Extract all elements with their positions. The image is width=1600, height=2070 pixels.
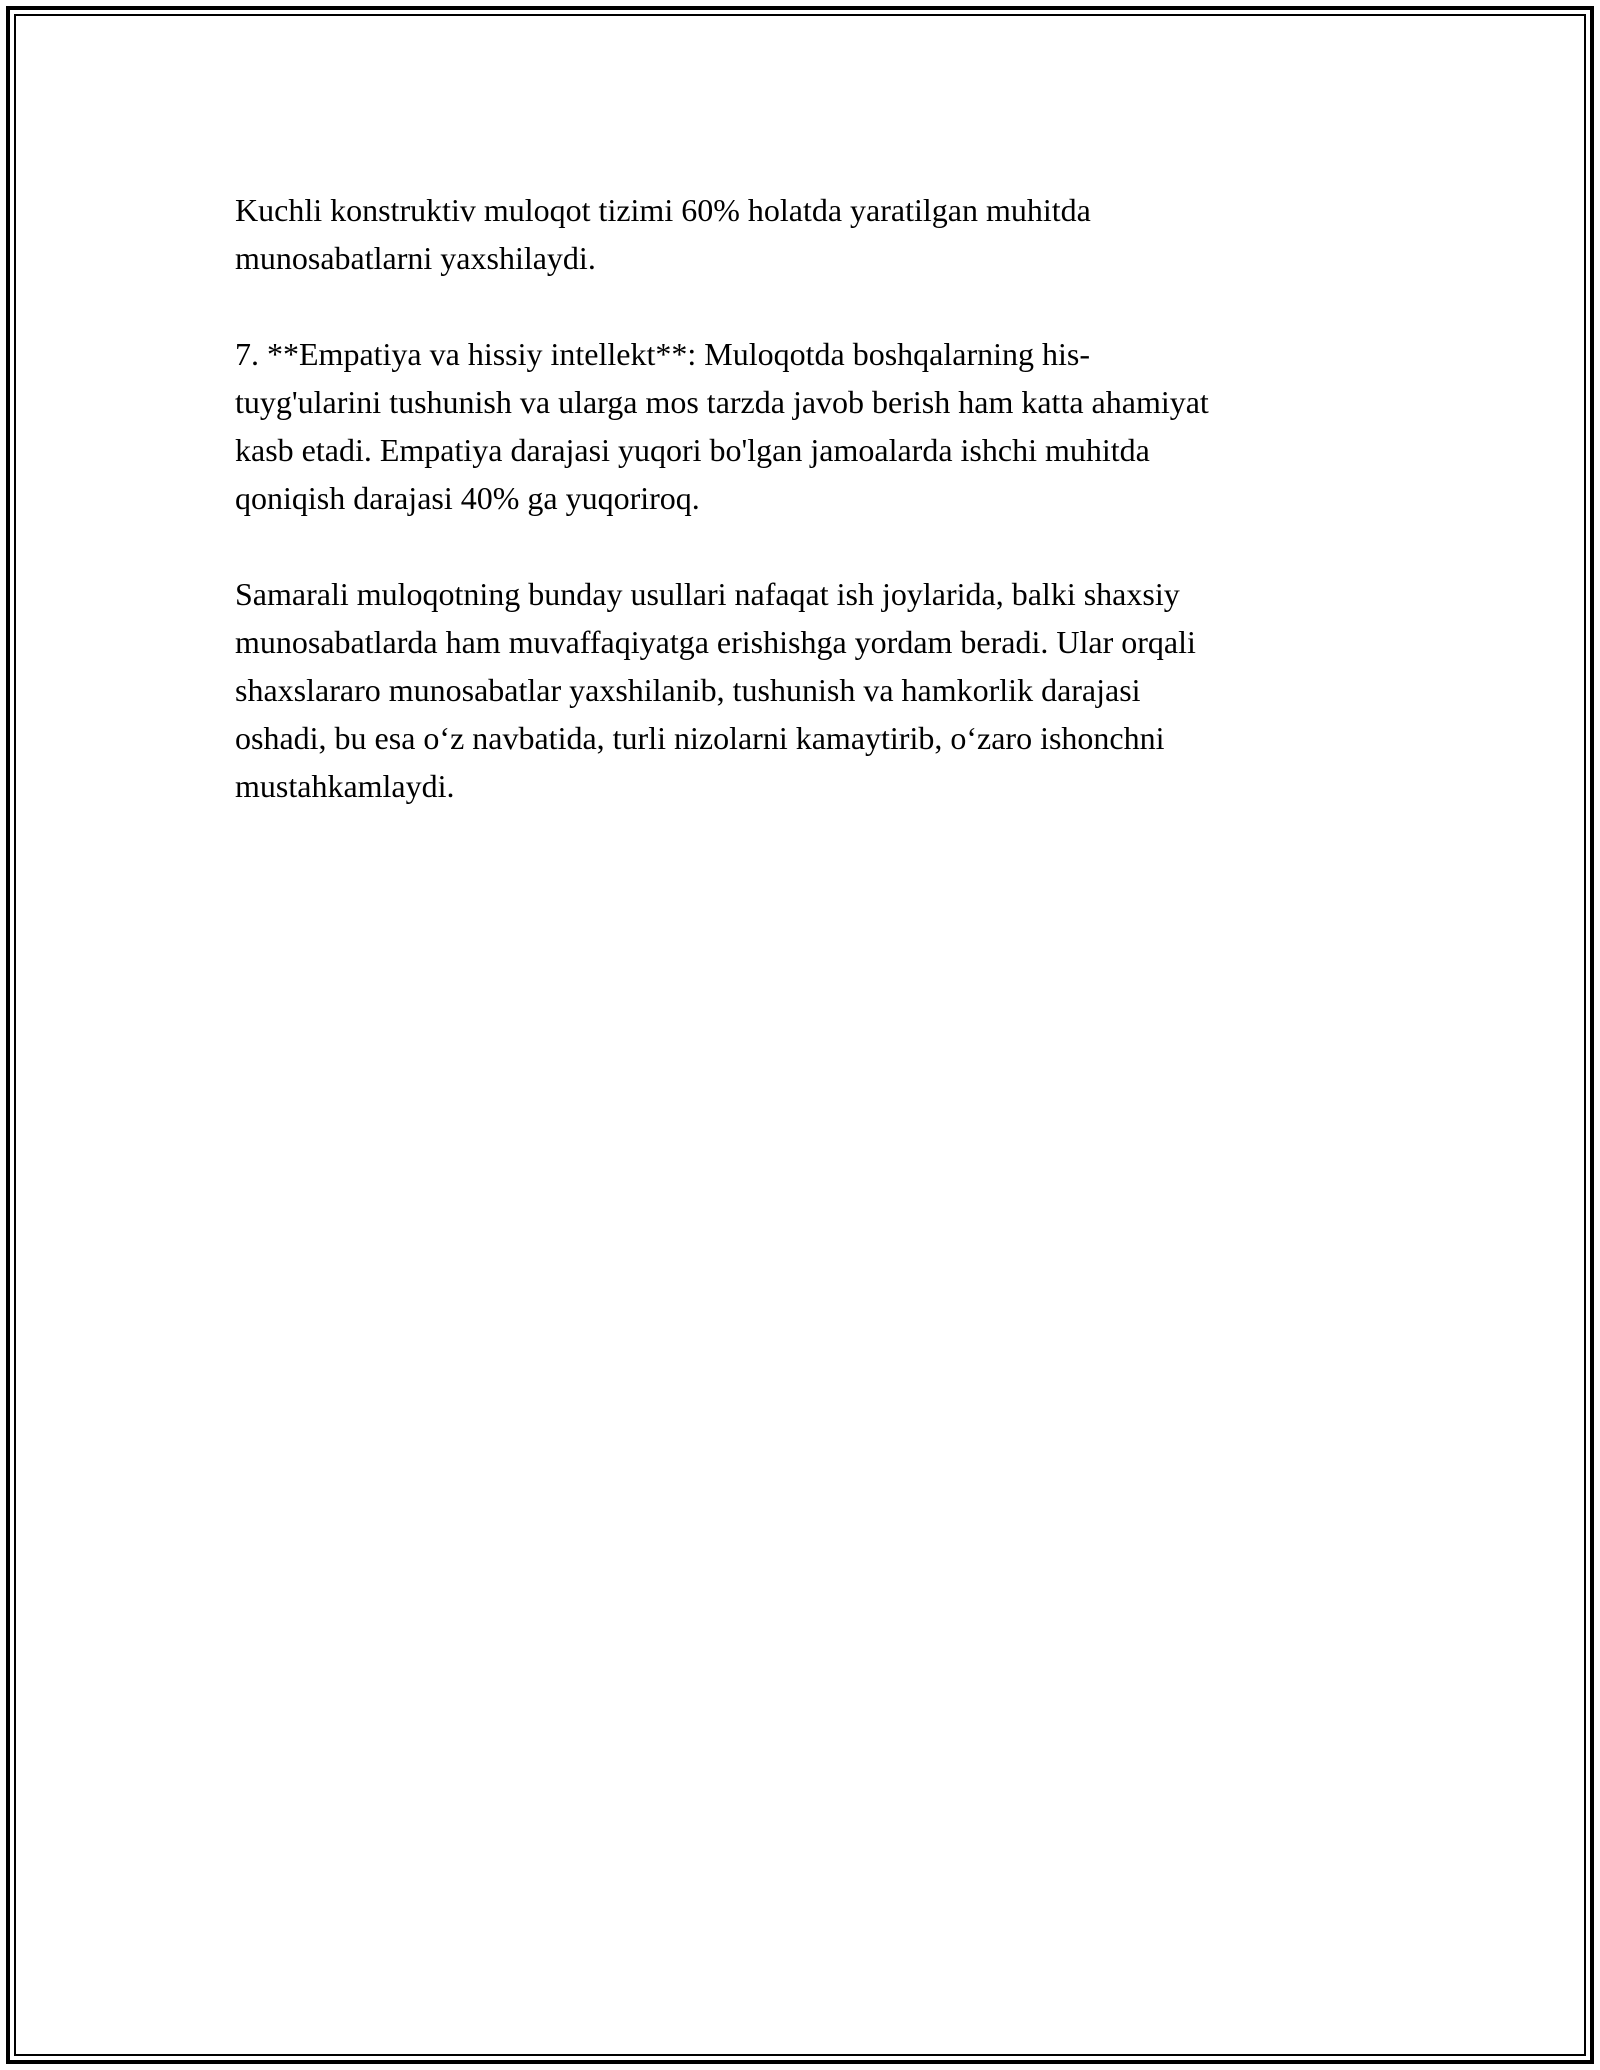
text-line: tuyg'ularini tushunish va ularga mos tarzda javob berish ham katta ahamiyat — [235, 384, 1209, 420]
paragraph-empathy-emotional-intelligence — [235, 330, 1370, 522]
text-line: munosabatlarni yaxshilaydi. — [235, 240, 596, 276]
text-line: mustahkamlaydi. — [235, 768, 455, 804]
text-line: kasb etadi. Empatiya darajasi yuqori bo'lgan jamoalarda ishchi muhitda — [235, 432, 1150, 468]
text-line: qoniqish darajasi 40% ga yuqoriroq. — [235, 480, 700, 516]
text-line: Kuchli konstruktiv muloqot tizimi 60% holatda yaratilgan muhitda — [235, 192, 1091, 228]
paragraph-constructive-communication — [235, 186, 1370, 282]
text-line: munosabatlarda ham muvaffaqiyatga erishishga yordam beradi. Ular orqali — [235, 624, 1196, 660]
paragraph-conclusion — [235, 570, 1370, 810]
text-line: oshadi, bu esa o‘z navbatida, turli nizolarni kamaytirib, o‘zaro ishonchni — [235, 720, 1165, 756]
document-body — [235, 186, 1370, 858]
text-line: 7. **Empatiya va hissiy intellekt**: Muloqotda boshqalarning his- — [235, 336, 1090, 372]
text-line: shaxslararo munosabatlar yaxshilanib, tushunish va hamkorlik darajasi — [235, 672, 1141, 708]
text-line: Samarali muloqotning bunday usullari nafaqat ish joylarida, balki shaxsiy — [235, 576, 1180, 612]
